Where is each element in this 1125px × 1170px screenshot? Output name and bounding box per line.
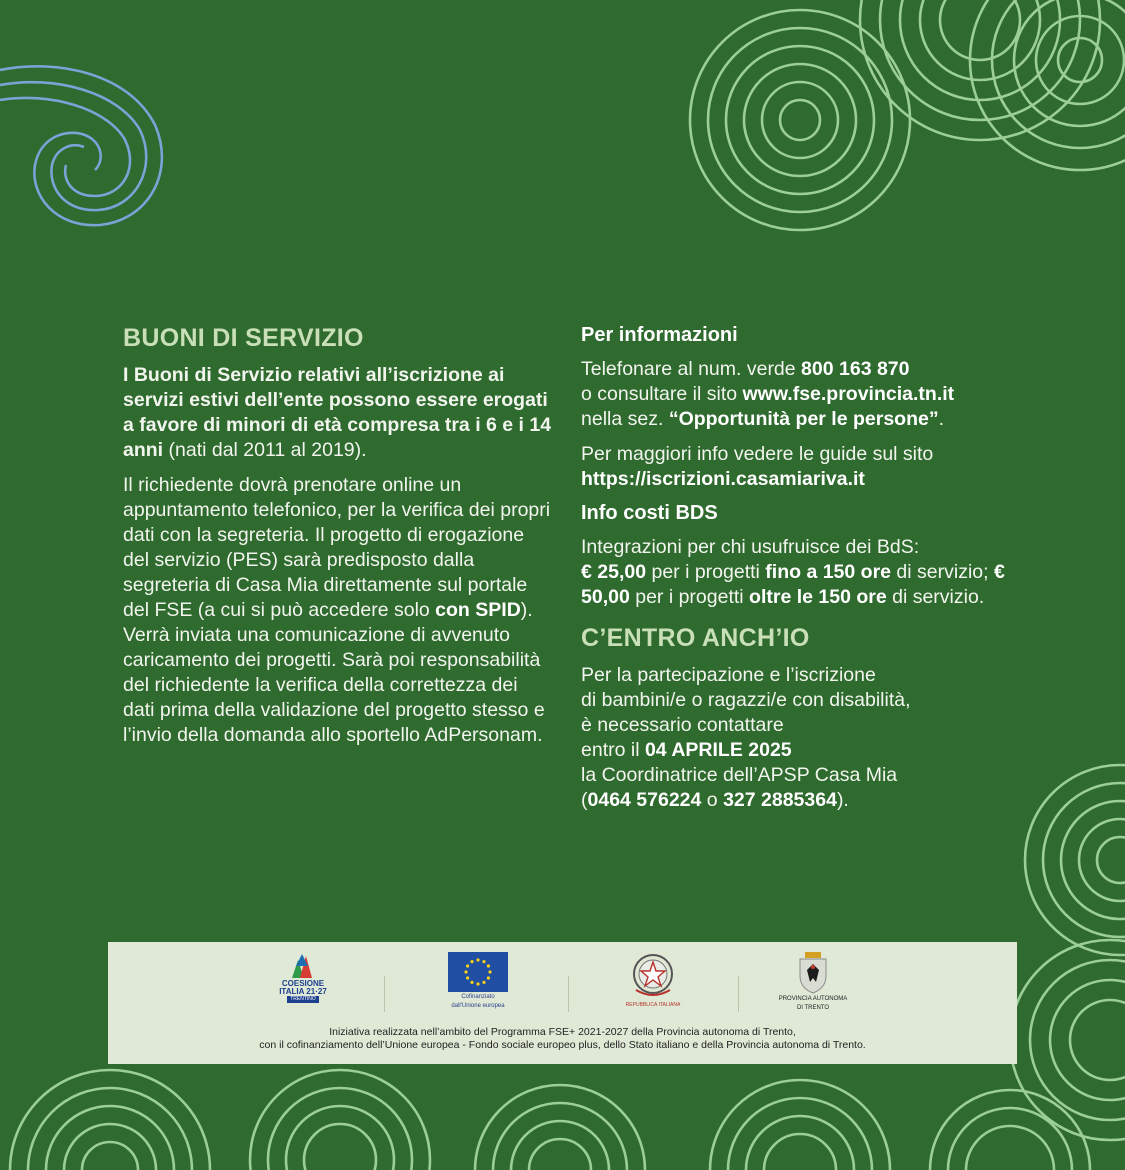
provincia-trento-logo: [768, 952, 858, 1022]
trento-caption-1: PROVINCIA AUTONOMA: [778, 996, 848, 1002]
cost-amount-1: € 25,00: [581, 561, 647, 583]
section-suffix: .: [938, 408, 945, 430]
buoni-body-paragraph: [123, 473, 553, 748]
info-section: [581, 324, 1021, 823]
centro-line-2: di bambini/e o ragazzi/e con disabilità,: [581, 689, 911, 711]
eu-caption-1: Cofinanziato: [461, 994, 495, 1000]
logos-row: [108, 952, 1017, 1022]
green-spirals-top-right: [690, 0, 1125, 230]
footer-logos-band: [108, 942, 1017, 1064]
buoni-servizio-section: [123, 324, 553, 758]
coesione-line-2: ITALIA 21·27: [279, 987, 327, 996]
section-title-buoni: BUONI DI SERVIZIO: [123, 324, 364, 352]
funding-statement: [108, 1026, 1017, 1052]
section-title-info: Per informazioni: [581, 324, 738, 346]
deadline-date: 04 APRILE 2025: [644, 739, 792, 761]
costs-intro: Integrazioni per chi usufruisce dei BdS:: [581, 536, 920, 558]
funding-line-2: con il cofinanziamento dell’Unione europea - Fondo sociale europeo plus, dello Stato italiano e della Provincia autonoma di Trento.: [259, 1039, 866, 1051]
guide-text: Per maggiori info vedere le guide sul sito: [581, 443, 934, 465]
lead-normal: (nati dal 2011 al 2019).: [163, 439, 367, 461]
eu-flag-icon: [448, 952, 508, 992]
centro-line-1: Per la partecipazione e l’iscrizione: [581, 664, 876, 686]
costs-text-1: per i progetti: [646, 561, 766, 583]
close-paren: ).: [836, 789, 849, 811]
guide-paragraph: [581, 442, 1021, 492]
coesione-italia-logo: [268, 952, 338, 1022]
site-prefix: o consultare il sito: [581, 383, 743, 405]
body-spid: con SPID: [435, 599, 521, 621]
or-word: o: [701, 789, 724, 811]
coesione-line-3: TRENTINO: [287, 996, 319, 1003]
trento-coat-of-arms-icon: [796, 952, 830, 994]
body-part-2: ). Verrà inviata una comunicazione di avvenuto caricamento dei progetti. Sarà poi responsabilità del richiedente la verifica della correttezza dei dati prima della validazione del progetto stesso e l’invio della domanda allo sportello AdPersonam.: [123, 599, 545, 746]
lead-bold: I Buoni di Servizio relativi all’iscrizione ai servizi estivi dell’ente possono essere erogati a favore di minori di età compresa tra i 6 e i 14 anni: [123, 364, 552, 461]
trento-caption-2: DI TRENTO: [796, 1005, 830, 1011]
blue-spiral-top-left: [0, 66, 162, 225]
costs-text-4: di servizio.: [886, 586, 985, 608]
eu-logo: [438, 952, 518, 1022]
body-part-1: Il richiedente dovrà prenotare online un appuntamento telefonico, per la verifica dei propri dati con la segreteria. Il progetto di erogazione del servizio (PES) sarà predisposto dalla segreteria di Casa Mia direttamente sul portale del FSE (a cui si può accedere solo: [123, 474, 551, 621]
eu-caption-2: dall'Unione europea: [451, 1003, 505, 1009]
funding-line-1: Iniziativa realizzata nell’ambito del Programma FSE+ 2021-2027 della Provincia autonoma di Trento,: [329, 1026, 796, 1038]
section-title-centro: C’ENTRO ANCH’IO: [581, 624, 810, 652]
costs-text-2: di servizio;: [891, 561, 994, 583]
coesione-line-1: COESIONE: [281, 979, 325, 988]
contact-phone-2: 327 2885364: [723, 789, 837, 811]
centro-line-5: la Coordinatrice dell’APSP Casa Mia: [581, 764, 898, 786]
separator: [384, 976, 385, 1012]
buoni-lead-paragraph: [123, 363, 553, 463]
centro-line-3: è necessario contattare: [581, 714, 784, 736]
italian-emblem-icon: [628, 952, 678, 1000]
cost-range-1: fino a 150 ore: [765, 561, 892, 583]
repubblica-italiana-emblem: [618, 952, 688, 1022]
separator: [568, 976, 569, 1012]
phone-prefix: Telefonare al num. verde: [581, 358, 802, 380]
contact-phone-1: 0464 576224: [587, 789, 702, 811]
separator: [738, 976, 739, 1012]
section-name: “Opportunità per le persone”: [668, 408, 939, 430]
green-spirals-right: [1010, 765, 1125, 1140]
cost-amount-2: € 50,00: [581, 561, 1005, 608]
guide-url-link[interactable]: https://iscrizioni.casamiariva.it: [581, 468, 865, 490]
centro-paragraph: [581, 663, 1021, 813]
info-paragraph: [581, 357, 1021, 432]
costs-paragraph: [581, 535, 1021, 610]
coesione-icon: [288, 952, 318, 980]
cost-range-2: oltre le 150 ore: [749, 586, 887, 608]
costs-text-3: per i progetti: [629, 586, 750, 608]
toll-free-number: 800 163 870: [801, 358, 910, 380]
section-title-costs: Info costi BDS: [581, 502, 718, 524]
fse-site-link[interactable]: www.fse.provincia.tn.it: [742, 383, 955, 405]
open-paren: (: [581, 789, 588, 811]
deadline-prefix: entro il: [581, 739, 645, 761]
green-spirals-bottom: [10, 1070, 1090, 1170]
section-prefix: nella sez.: [581, 408, 669, 430]
emblem-caption: REPUBBLICA ITALIANA: [625, 1002, 681, 1008]
